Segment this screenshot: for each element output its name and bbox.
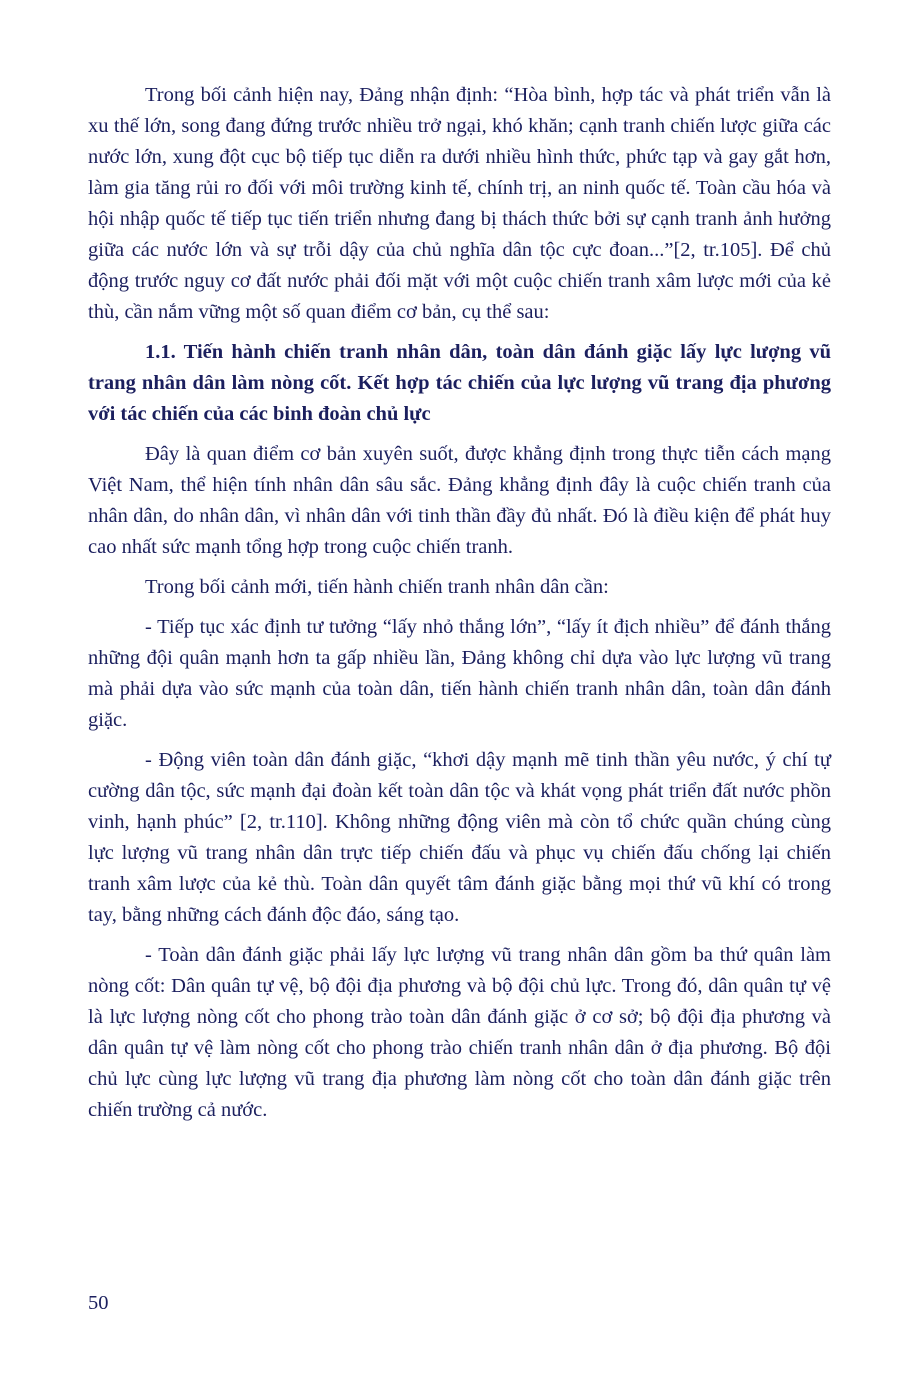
paragraph: Đây là quan điểm cơ bản xuyên suốt, được khẳng định trong thực tiễn cách mạng Việt Nam, thể hiện tính nhân dân sâu sắc. Đảng khẳng định đây là cuộc chiến tranh của nhân dân, do nhân dân, vì nhân dân với tinh thần đầy đủ nhất. Đó là điều kiện để phát huy cao nhất sức mạnh tổng hợp trong cuộc chiến tranh.: [88, 443, 831, 558]
paragraph: - Động viên toàn dân đánh giặc, “khơi dậy mạnh mẽ tinh thần yêu nước, ý chí tự cường dân tộc, sức mạnh đại đoàn kết toàn dân tộc và khát vọng phát triển đất nước phồn vinh, hạnh phúc” [2, tr.110]. Không những động viên mà còn tổ chức quần chúng cùng lực lượng vũ trang nhân dân trực tiếp chiến đấu và phục vụ chiến đấu chống lại chiến tranh xâm lược của kẻ thù. Toàn dân quyết tâm đánh giặc bằng mọi thứ vũ khí có trong tay, bằng những cách đánh độc đáo, sáng tạo.: [88, 749, 831, 926]
section-heading: 1.1. Tiến hành chiến tranh nhân dân, toàn dân đánh giặc lấy lực lượng vũ trang nhân dân làm nòng cốt. Kết hợp tác chiến của lực lượng vũ trang địa phương với tác chiến của các binh đoàn chủ lực: [88, 341, 831, 425]
paragraph: - Tiếp tục xác định tư tưởng “lấy nhỏ thắng lớn”, “lấy ít địch nhiều” để đánh thắng những đội quân mạnh hơn ta gấp nhiều lần, Đảng không chỉ dựa vào lực lượng vũ trang mà phải dựa vào sức mạnh của toàn dân, tiến hành chiến tranh nhân dân, toàn dân đánh giặc.: [88, 616, 831, 731]
text-block: [88, 80, 831, 1135]
paragraph: Trong bối cảnh mới, tiến hành chiến tranh nhân dân cần:: [145, 576, 609, 598]
page-number: 50: [88, 1292, 109, 1314]
paragraph: Trong bối cảnh hiện nay, Đảng nhận định: “Hòa bình, hợp tác và phát triển vẫn là xu thế lớn, song đang đứng trước nhiều trở ngại, khó khăn; cạnh tranh chiến lược giữa các nước lớn, xung đột cục bộ tiếp tục diễn ra dưới nhiều hình thức, phức tạp và gay gắt hơn, làm gia tăng rủi ro đối với môi trường kinh tế, chính trị, an ninh quốc tế. Toàn cầu hóa và hội nhập quốc tế tiếp tục tiến triển nhưng đang bị thách thức bởi sự cạnh tranh ảnh hưởng giữa các nước lớn và sự trỗi dậy của chủ nghĩa dân tộc cực đoan...”[2, tr.105]. Để chủ động trước nguy cơ đất nước phải đối mặt với một cuộc chiến tranh xâm lược mới của kẻ thù, cần nắm vững một số quan điểm cơ bản, cụ thể sau:: [88, 84, 831, 323]
paragraph: - Toàn dân đánh giặc phải lấy lực lượng vũ trang nhân dân gồm ba thứ quân làm nòng cốt: Dân quân tự vệ, bộ đội địa phương và bộ đội chủ lực. Trong đó, dân quân tự vệ là lực lượng nòng cốt cho phong trào toàn dân đánh giặc ở cơ sở; bộ đội địa phương và dân quân tự vệ làm nòng cốt cho phong trào chiến tranh nhân dân ở địa phương. Bộ đội chủ lực cùng lực lượng vũ trang địa phương làm nòng cốt cho toàn dân đánh giặc trên chiến trường cả nước.: [88, 944, 831, 1121]
